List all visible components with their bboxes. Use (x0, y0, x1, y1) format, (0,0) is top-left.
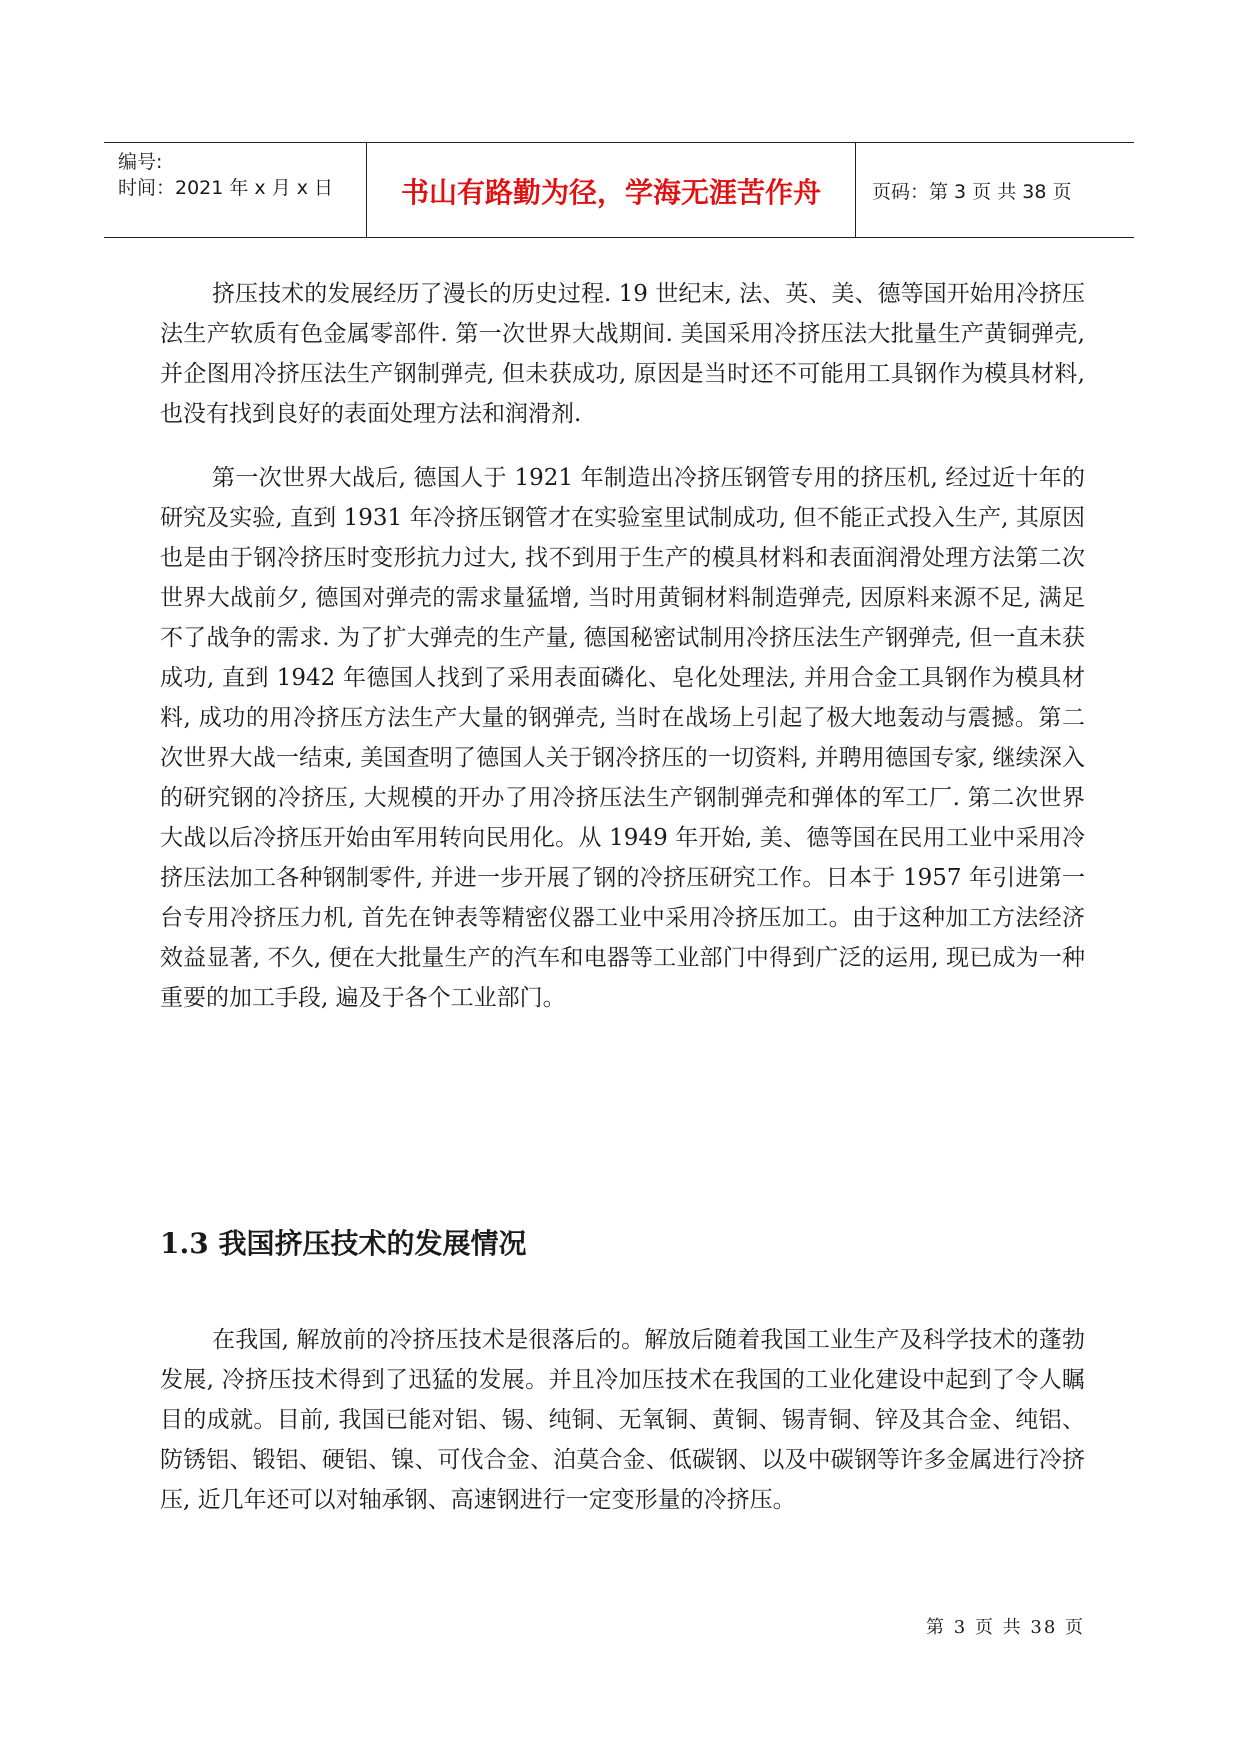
paragraph-ww-history (160, 458, 1085, 1018)
paragraph-text: 第一次世界大战后, 德国人于 1921 年制造出冷挤压钢管专用的挤压机, 经过近十年的研究及实验, 直到 1931 年冷挤压钢管才在实验室里试制成功, 但不能正式投入生产, 其原因也是由于钢冷挤压时变形抗力过大, 找不到用于生产的模具材料和表面润滑处理方法第二次世界大战前夕, 德国对弹壳的需求量猛增, 当时用黄铜材料制造弹壳, 因原料来源不足, 满足不了战争的需求. 为了扩大弹壳的生产量, 德国秘密试制用冷挤压法生产钢弹壳, 但一直未获成功, 直到 1942 年德国人找到了采用表面磷化、皂化处理法, 并用合金工具钢作为模具材料, 成功的用冷挤压方法生产大量的钢弹壳, 当时在战场上引起了极大地轰动与震撼。第二次世界大战一结束, 美国查明了德国人关于钢冷挤压的一切资料, 并聘用德国专家, 继续深入的研究钢的冷挤压, 大规模的开办了用冷挤压法生产钢制弹壳和弹体的军工厂. 第二次世界大战以后冷挤压开始由军用转向民用化。从 1949 年开始, 美、德等国在民用工业中采用冷挤压法加工各种钢制零件, 并进一步开展了钢的冷挤压研究工作。日本于 1957 年引进第一台专用冷挤压力机, 首先在钟表等精密仪器工业中采用冷挤压加工。由于这种加工方法经济效益显著, 不久, 便在大批量生产的汽车和电器等工业部门中得到广泛的运用, 现已成为一种重要的加工手段, 遍及于各个工业部门。 (160, 465, 1085, 1011)
paragraph-text: 在我国, 解放前的冷挤压技术是很落后的。解放后随着我国工业生产及科学技术的蓬勃发展, 冷挤压技术得到了迅猛的发展。并且冷加压技术在我国的工业化建设中起到了令人瞩目的成就。目前, 我国已能对铝、锡、纯铜、无氧铜、黄铜、锡青铜、锌及其合金、纯铝、防锈铝、锻铝、硬铝、镍、可伐合金、泊莫合金、低碳钢、以及中碳钢等许多金属进行冷挤压, 近几年还可以对轴承钢、高速钢进行一定变形量的冷挤压。 (160, 1327, 1085, 1513)
header-meta (104, 143, 366, 237)
header-motto: 书山有路勤为径，学海无涯苦作舟 (400, 176, 821, 209)
paragraph-china (160, 1320, 1085, 1520)
header-page-info: 页码：第 3 页 共 38 页 (872, 181, 1072, 203)
document-time-label: 时间：2021 年 x 月 x 日 (118, 177, 334, 199)
document-number-label: 编号: (118, 151, 163, 173)
paragraph-history (160, 274, 1085, 434)
header-page-cell (856, 143, 1134, 237)
page-header (104, 142, 1134, 238)
section-heading: 1.3 我国挤压技术的发展情况 (160, 1227, 527, 1260)
paragraph-text: 挤压技术的发展经历了漫长的历史过程. 19 世纪末, 法、英、美、德等国开始用冷挤压法生产软质有色金属零部件. 第一次世界大战期间. 美国采用冷挤压法大批量生产黄铜弹壳, 并企图用冷挤压法生产钢制弹壳, 但未获成功, 原因是当时还不可能用工具钢作为模具材料, 也没有找到良好的表面处理方法和润滑剂. (160, 281, 1085, 427)
page-footer: 第 3 页 共 38 页 (926, 1617, 1085, 1638)
header-motto-cell (366, 143, 856, 237)
